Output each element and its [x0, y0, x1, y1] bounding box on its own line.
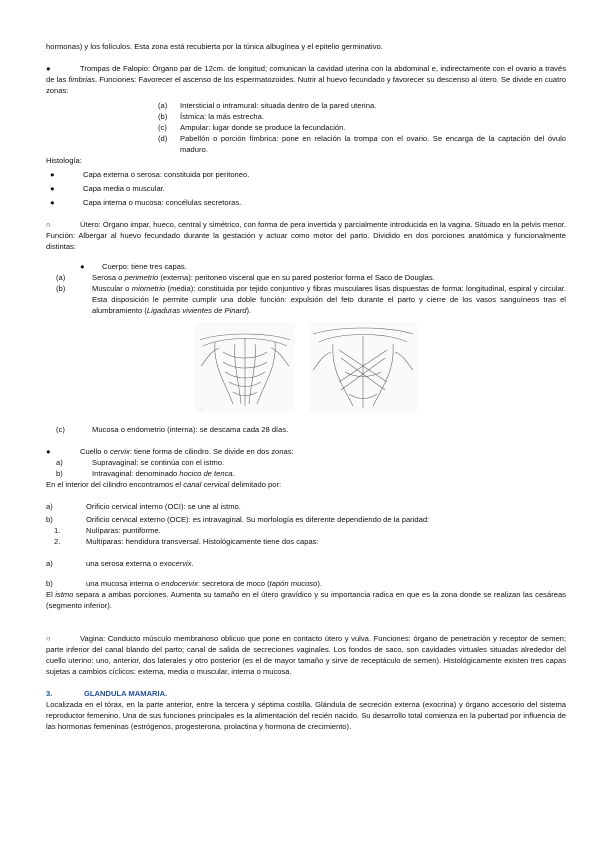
list-text: En el interior del cilindro encontramos el: [46, 480, 184, 489]
list-marker: b): [46, 579, 53, 588]
list-text: .: [191, 559, 194, 568]
list-item: [50, 169, 566, 180]
list-text: Capa externa o serosa: constituida por peritoneo.: [83, 170, 250, 179]
list-item: [56, 424, 566, 435]
bullet-marker: ●: [46, 64, 51, 73]
uterus-muscle-illustration-right: [309, 322, 417, 412]
svg-text:—: —: [199, 407, 202, 411]
list-text: Nulíparas: puntiforme.: [86, 526, 161, 535]
list-item: [158, 122, 566, 133]
list-text: Supravaginal: se continúa con el istmo.: [92, 458, 225, 467]
bullet-marker: ●: [80, 262, 85, 271]
istmo-paragraph: [46, 589, 566, 611]
cuello-item: [46, 446, 566, 457]
bullet-marker: ●: [50, 170, 55, 179]
list-text: El: [46, 590, 56, 599]
intro-paragraph: hormonas) y los folículos. Esta zona está recubierta por la túnica albugínea y el epitelio germinativo.: [46, 42, 383, 51]
uterus-muscle-illustration-left: [195, 322, 295, 412]
canal-cervical-line: [46, 479, 566, 490]
list-marker: a): [56, 458, 63, 467]
list-marker: a): [46, 559, 53, 568]
glandula-paragraph: Localizada en el tórax, en la parte anterior, entre la tercera y séptima costilla. Glándula de secreción externa (exocrina) y órgano accesorio del sistema reproductor femenino. Una de sus funciones principales es la alimentación del recién nacido. Su desarrollo total comienza en la pubertad por influencia de las hormonas femeninas (estrógenos, progesterona, prolactina y hormona de crecimiento).: [46, 700, 566, 731]
pinard-term: Ligaduras vivientes de Pinard: [146, 306, 247, 315]
list-text: Muscular o: [92, 284, 132, 293]
perimetrio-term: perimetrio: [124, 273, 159, 282]
endocervix-term: endocervix: [161, 579, 198, 588]
list-text: : tiene forma de cilindro. Se divide en dos zonas:: [129, 447, 294, 456]
list-marker: (b): [56, 284, 66, 293]
list-item: [158, 111, 566, 122]
list-text: una serosa externa o: [86, 559, 160, 568]
trompas-label: Trompas de Falopio:: [80, 64, 150, 73]
list-text: Capa interna o mucosa: concélulas secretoras.: [83, 198, 242, 207]
bullet-marker: ○: [46, 220, 51, 229]
list-item: [54, 525, 566, 536]
list-text: Intersticial o intramural: situada dentro de la pared uterina.: [180, 101, 377, 110]
document-page: [46, 40, 566, 732]
list-item: [56, 272, 566, 283]
bullet-marker: ○: [46, 634, 51, 643]
list-text: Mucosa o endometrio (interna): se descama cada 28 días.: [92, 425, 289, 434]
list-text: Pabellón o porción fímbrica: pone en relación la trompa con el ovario. Se encarga de la captación del óvulo maduro.: [180, 134, 566, 154]
list-marker: (c): [158, 123, 167, 132]
list-text: Cuello o: [80, 447, 110, 456]
list-marker: b): [56, 469, 63, 478]
list-text: ).: [317, 579, 322, 588]
list-item: [56, 457, 566, 468]
list-text: Orificio cervical interno (OCI): se une al istmo.: [86, 502, 241, 511]
istmo-term: istmo: [55, 590, 74, 599]
list-item: [46, 578, 566, 589]
list-item: [46, 501, 566, 512]
list-item: [56, 283, 566, 316]
list-text: (externa): peritoneo visceral que en su pared posterior forma el Saco de Douglas.: [158, 273, 435, 282]
list-text: Cuerpo: tiene tres capas.: [102, 262, 187, 271]
list-text: Ístmica: la más estrecha.: [180, 112, 264, 121]
trompas-text-1: Órgano par de 12cm. de longitud; comunican la cavidad uterina con la abdominal e, indirectamente con el ovario a través de las: [46, 64, 566, 84]
canal-cervical-term: canal cervical: [183, 480, 230, 489]
list-text: : secretora de moco (: [197, 579, 270, 588]
uterus-illustrations: [46, 322, 566, 412]
list-marker: (a): [158, 101, 168, 110]
list-marker: (d): [158, 134, 168, 143]
list-item: [56, 468, 566, 479]
exocervix-term: exocervix: [159, 559, 192, 568]
utero-text: Útero: Órgano impar, hueco, central y simétrico, con forma de pera invertida y parcialmente introducida en la vagina. Situado en la pelvis menor. Función: Albergar al huevo fecundado durante la gestación y actuar como motor del parto. Dividido en dos porciones anatómica y funcionalmente distintas:: [46, 220, 566, 251]
list-text: (media): constituida por tejido conjuntivo y fibras musculares lisas dispuestas de forma: longitudinal, espiral y circular. Esta disposición le permite cumplir una doble función: expulsión del feto durante el parto y cierre de los vasos sanguíneos tras el alumbramiento (: [92, 284, 566, 315]
trompas-text-2: . Funciones: Favorecer el ascenso de los espermatozoides. Nutrir al huevo fecundado y favorecer su descenso al útero. Se divide en cuatro zonas:: [46, 75, 566, 95]
hocico-term: hocico de tenca: [179, 469, 233, 478]
list-item: [50, 197, 566, 208]
utero-paragraph: [46, 219, 566, 252]
histologia-title: Histología:: [46, 156, 82, 165]
list-text: Orificio cervical externo (OCE): es intravaginal. Su morfología es diferente dependiendo de la paridad:: [86, 515, 430, 524]
list-marker: (a): [56, 273, 66, 282]
list-item: [46, 514, 566, 525]
list-text: Serosa o: [92, 273, 125, 282]
list-item: [50, 183, 566, 194]
cervix-term: cervix: [109, 447, 130, 456]
list-item: [158, 133, 566, 155]
list-text: Intravaginal: denominado: [92, 469, 180, 478]
list-item: [46, 558, 566, 569]
trompas-paragraph: [46, 63, 566, 96]
section-title: GLANDULA MAMARIA.: [84, 689, 168, 698]
trompas-zones-list: [46, 100, 566, 155]
list-text: ).: [246, 306, 252, 315]
section-number: 3.: [46, 689, 53, 698]
list-marker: 2.: [54, 537, 61, 546]
list-marker: b): [46, 515, 53, 524]
bullet-marker: ●: [46, 447, 51, 456]
list-marker: (c): [56, 425, 65, 434]
tapon-mucoso-term: tapón mucoso: [269, 579, 318, 588]
vagina-text: Vagina: Conducto músculo membranoso oblicuo que pone en contacto útero y vulva. Funciones: órgano de penetración y receptor de semen; parte inferior del canal blando del parto; canal de salida de secreciones vaginales. Los fondos de saco, son cavidades virtuales situadas alrededor del cuello uterino: uno, anterior, dos laterales y otro posterior (es el de mayor tamaño y sirve de receptáculo de semen). Histológicamente existen tres capas sujetas a cambios cíclicos: externa, media o muscular, interna o mucosa.: [46, 634, 566, 676]
miometrio-term: miometrio: [131, 284, 166, 293]
list-text: delimitado por:: [229, 480, 282, 489]
list-text: Capa media o muscular.: [83, 184, 165, 193]
list-item: [158, 100, 566, 111]
list-text: separa a ambas porciones. Aumenta su tamaño en el útero gravídico y su importancia radica en que es la zona donde se realizan las cesáreas (segmento inferior).: [46, 590, 566, 610]
list-marker: a): [46, 502, 53, 511]
list-marker: (b): [158, 112, 168, 121]
section-heading: [46, 688, 566, 699]
fimbrias-term: fimbrias: [68, 75, 95, 84]
cuerpo-item: [80, 261, 566, 272]
list-item: [54, 536, 566, 547]
list-text: Multíparas: hendidura transversal. Histológicamente tiene dos capas:: [86, 537, 319, 546]
list-text: Ampular: lugar donde se produce la fecundación.: [180, 123, 346, 132]
bullet-marker: ●: [50, 198, 55, 207]
list-text: .: [232, 469, 235, 478]
bullet-marker: ●: [50, 184, 55, 193]
vagina-paragraph: [46, 633, 566, 677]
list-marker: 1.: [54, 526, 61, 535]
list-text: una mucosa interna o: [86, 579, 162, 588]
